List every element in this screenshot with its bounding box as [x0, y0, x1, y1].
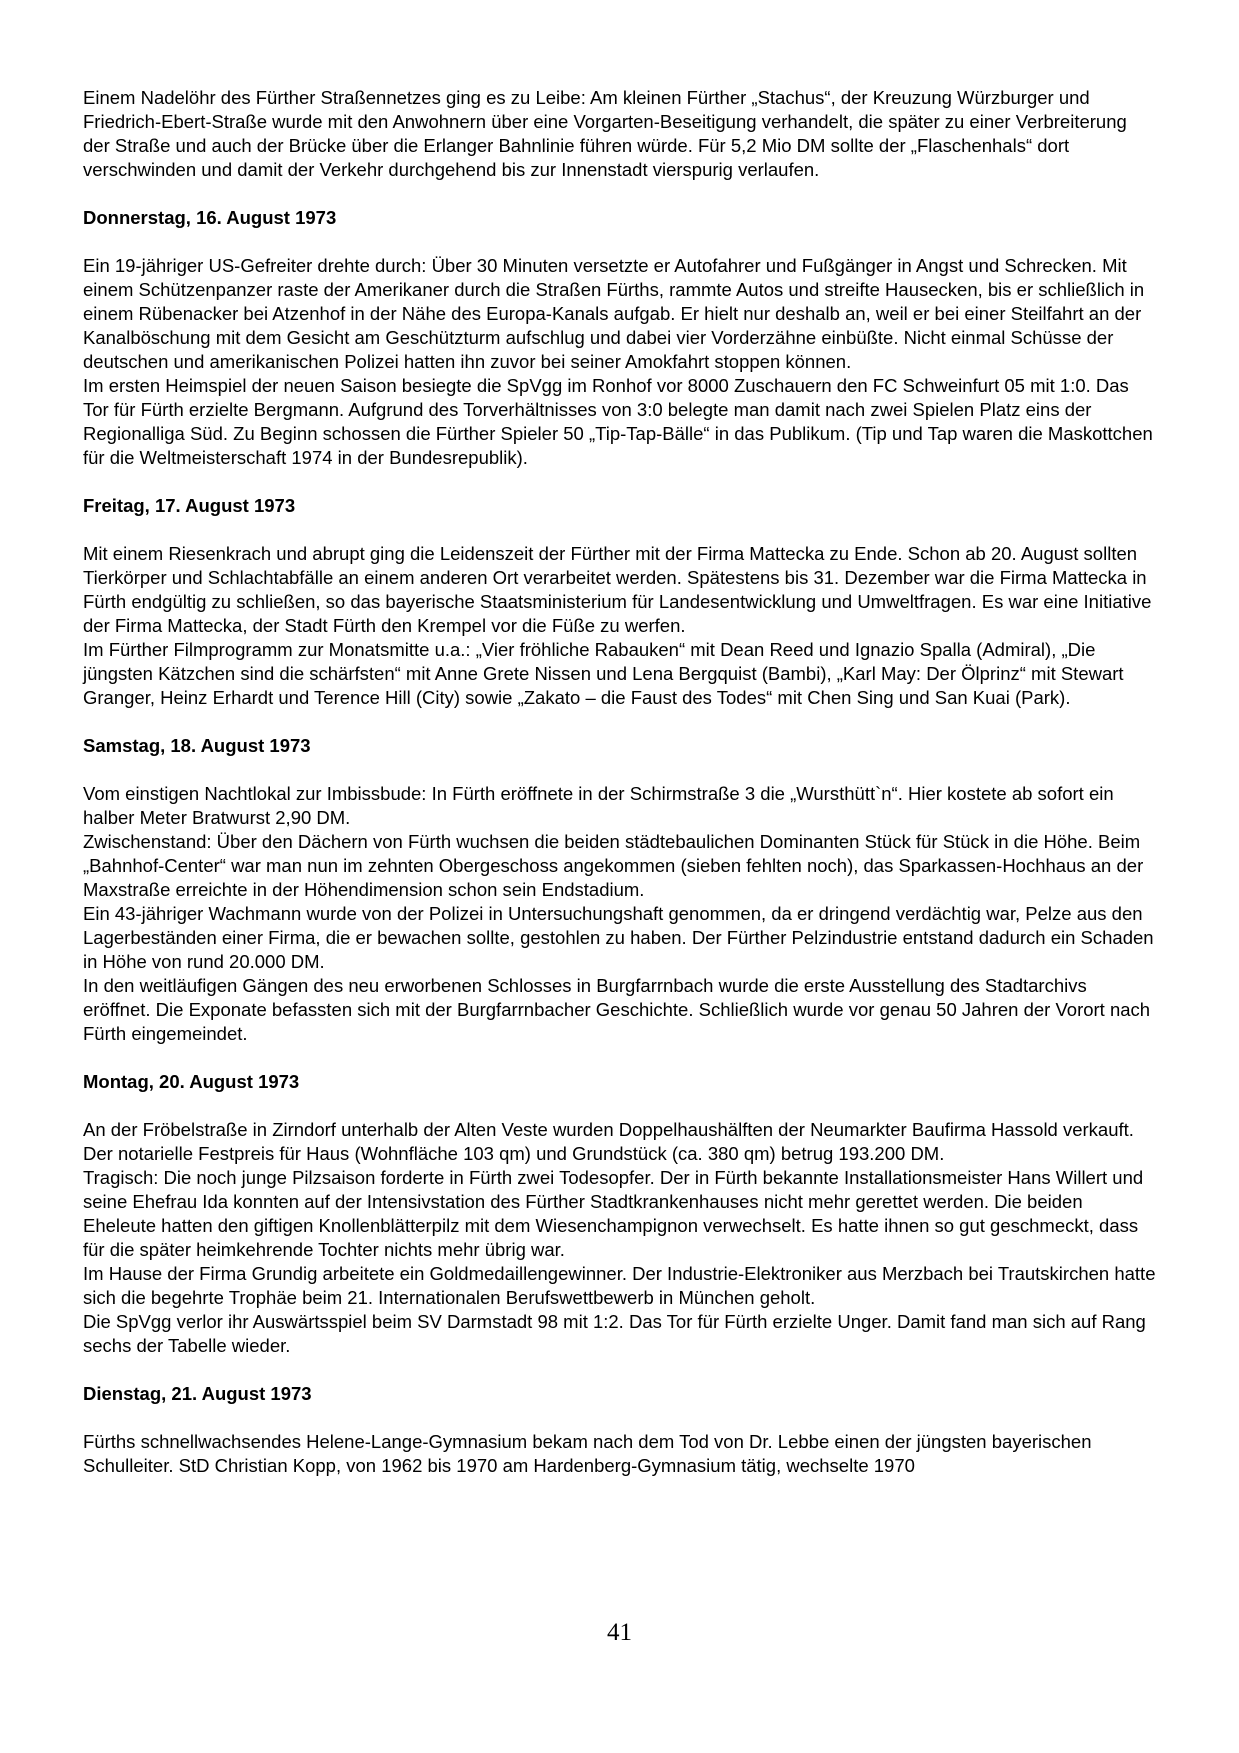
section-heading: Montag, 20. August 1973: [83, 1071, 300, 1092]
section-paragraph: An der Fröbelstraße in Zirndorf unterhalb der Alten Veste wurden Doppelhaushälften der Neumarkter Baufirma Hassold verkauft. Der notarielle Festpreis für Haus (Wohnfläche 103 qm) und Grundstück (ca. 380 qm) betrug 193.200 DM.: [83, 1119, 1134, 1164]
section-donnerstag-16-august-1973: [83, 206, 1158, 470]
section-heading: Donnerstag, 16. August 1973: [83, 207, 337, 228]
page-content: [83, 86, 1158, 1502]
page-number: 41: [607, 1619, 632, 1646]
section-montag-20-august-1973: [83, 1070, 1158, 1358]
section-body: [83, 542, 1158, 710]
section-paragraph: Zwischenstand: Über den Dächern von Fürth wuchsen die beiden städtebaulichen Dominanten Stück für Stück in die Höhe. Beim „Bahnhof-Center“ war man nun im zehnten Obergeschoss angekommen (sieben fehlten noch), das Sparkassen-Hochhaus an der Maxstraße erreichte in der Höhendimension schon sein Endstadium.: [83, 831, 1144, 900]
section-paragraph: In den weitläufigen Gängen des neu erworbenen Schlosses in Burgfarrnbach wurde die erste Ausstellung des Stadtarchivs eröffnet. Die Exponate befassten sich mit der Burgfarrnbacher Geschichte. Schließlich wurde vor genau 50 Jahren der Vorort nach Fürth eingemeindet.: [83, 975, 1151, 1044]
section-body: [83, 254, 1158, 470]
section-paragraph: Die SpVgg verlor ihr Auswärtsspiel beim SV Darmstadt 98 mit 1:2. Das Tor für Fürth erzielte Unger. Damit fand man sich auf Rang sechs der Tabelle wieder.: [83, 1311, 1146, 1356]
section-paragraph: Vom einstigen Nachtlokal zur Imbissbude: In Fürth eröffnete in der Schirmstraße 3 die „Wursthütt`n“. Hier kostete ab sofort ein halber Meter Bratwurst 2,90 DM.: [83, 783, 1114, 828]
section-paragraph: Tragisch: Die noch junge Pilzsaison forderte in Fürth zwei Todesopfer. Der in Fürth bekannte Installationsmeister Hans Willert und seine Ehefrau Ida konnten auf der Intensivstation des Fürther Stadtkrankenhauses nicht mehr gerettet werden. Die beiden Eheleute hatten den giftigen Knollenblätterpilz mit dem Wiesenchampignon verwechselt. Es hatte ihnen so gut geschmeckt, dass für die später heimkehrende Tochter nichts mehr übrig war.: [83, 1167, 1144, 1260]
section-heading: Dienstag, 21. August 1973: [83, 1383, 312, 1404]
section-body: [83, 1118, 1158, 1358]
section-paragraph: Im Hause der Firma Grundig arbeitete ein Goldmedaillengewinner. Der Industrie-Elektroniker aus Merzbach bei Trautskirchen hatte sich die begehrte Trophäe beim 21. Internationalen Berufswettbewerb in München geholt.: [83, 1263, 1156, 1308]
section-paragraph: Im ersten Heimspiel der neuen Saison besiegte die SpVgg im Ronhof vor 8000 Zuschauern den FC Schweinfurt 05 mit 1:0. Das Tor für Fürth erzielte Bergmann. Aufgrund des Torverhältnisses von 3:0 belegte man damit nach zwei Spielen Platz eins der Regionalliga Süd. Zu Beginn schossen die Fürther Spieler 50 „Tip-Tap-Bälle“ in das Publikum. (Tip und Tap waren die Maskottchen für die Weltmeisterschaft 1974 in der Bundesrepublik).: [83, 375, 1153, 468]
section-paragraph: Mit einem Riesenkrach und abrupt ging die Leidenszeit der Fürther mit der Firma Mattecka zu Ende. Schon ab 20. August sollten Tierkörper und Schlachtabfälle an einem anderen Ort verarbeitet werden. Spätestens bis 31. Dezember war die Firma Mattecka in Fürth endgültig zu schließen, so das bayerische Staatsministerium für Landesentwicklung und Umweltfragen. Es war eine Initiative der Firma Mattecka, der Stadt Fürth den Krempel vor die Füße zu werfen.: [83, 543, 1152, 636]
section-paragraph: Ein 19-jähriger US-Gefreiter drehte durch: Über 30 Minuten versetzte er Autofahrer und Fußgänger in Angst und Schrecken. Mit einem Schützenpanzer raste der Amerikaner durch die Straßen Fürths, rammte Autos und streifte Hausecken, bis er schließlich in einem Rübenacker bei Atzenhof in der Nähe des Europa-Kanals aufgab. Er hielt nur deshalb an, weil er bei einer Steilfahrt an der Kanalböschung mit dem Gesicht am Geschützturm aufschlug und dabei vier Vorderzähne einbüßte. Nicht einmal Schüsse der deutschen und amerikanischen Polizei hatten ihn zuvor bei seiner Amokfahrt stoppen können.: [83, 255, 1145, 372]
page-footer: [0, 1618, 1239, 1648]
section-samstag-18-august-1973: [83, 734, 1158, 1046]
section-body: [83, 782, 1158, 1046]
section-paragraph: Im Fürther Filmprogramm zur Monatsmitte u.a.: „Vier fröhliche Rabauken“ mit Dean Reed und Ignazio Spalla (Admiral), „Die jüngsten Kätzchen sind die schärfsten“ mit Anne Grete Nissen und Lena Bergquist (Bambi), „Karl May: Der Ölprinz“ mit Stewart Granger, Heinz Erhardt und Terence Hill (City) sowie „Zakato – die Faust des Todes“ mit Chen Sing und San Kuai (Park).: [83, 639, 1124, 708]
intro-paragraph: Einem Nadelöhr des Fürther Straßennetzes ging es zu Leibe: Am kleinen Fürther „Stachus“, der Kreuzung Würzburger und Friedrich-Ebert-Straße wurde mit den Anwohnern über eine Vorgarten-Beseitigung verhandelt, die später zu einer Verbreiterung der Straße und auch der Brücke über die Erlanger Bahnlinie führen würde. Für 5,2 Mio DM sollte der „Flaschenhals“ dort verschwinden und damit der Verkehr durchgehend bis zur Innenstadt vierspurig verlaufen.: [83, 87, 1127, 180]
section-freitag-17-august-1973: [83, 494, 1158, 710]
section-heading: Samstag, 18. August 1973: [83, 735, 311, 756]
section-heading: Freitag, 17. August 1973: [83, 495, 296, 516]
section-paragraph: Ein 43-jähriger Wachmann wurde von der Polizei in Untersuchungshaft genommen, da er dringend verdächtig war, Pelze aus den Lagerbeständen einer Firma, die er bewachen sollte, gestohlen zu haben. Der Fürther Pelzindustrie entstand dadurch ein Schaden in Höhe von rund 20.000 DM.: [83, 903, 1154, 972]
section-dienstag-21-august-1973: [83, 1382, 1158, 1478]
section-body: [83, 1430, 1158, 1478]
section-paragraph: Fürths schnellwachsendes Helene-Lange-Gymnasium bekam nach dem Tod von Dr. Lebbe einen der jüngsten bayerischen Schulleiter. StD Christian Kopp, von 1962 bis 1970 am Hardenberg-Gymnasium tätig, wechselte 1970: [83, 1431, 1092, 1476]
